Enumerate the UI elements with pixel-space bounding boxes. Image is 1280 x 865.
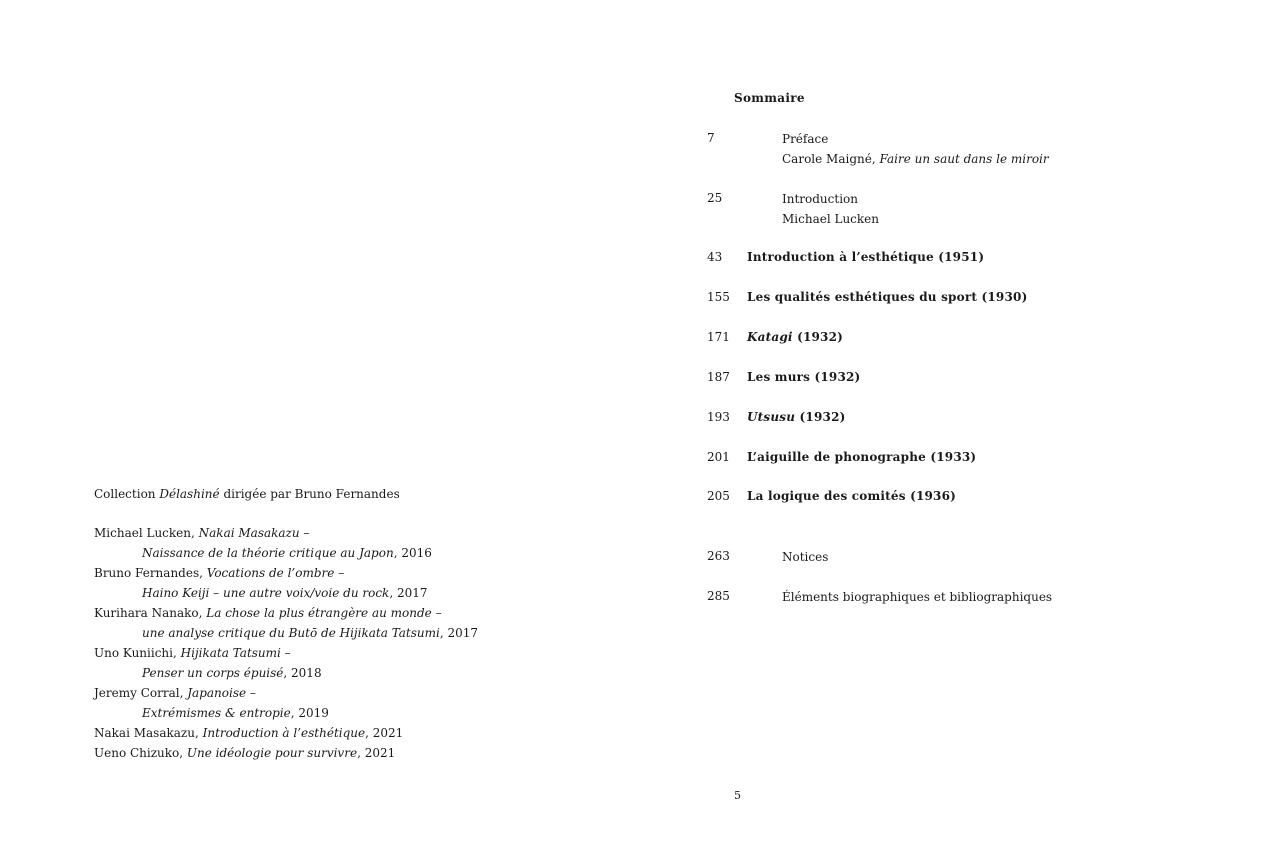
book-title: Nakai Masakazu – (198, 526, 310, 540)
book-entry-1-cont (94, 545, 478, 565)
toc-page-number: 193 (707, 410, 730, 424)
book-entry-2 (94, 565, 478, 585)
book-subtitle: Naissance de la théorie critique au Japon (142, 546, 394, 560)
toc-subtitle: Faire un saut dans le miroir (879, 152, 1049, 166)
toc-page-number: 201 (707, 450, 730, 464)
book-list (94, 525, 478, 765)
book-title: Une idéologie pour survivre (186, 746, 358, 760)
toc-page-number: 155 (707, 290, 730, 304)
book-title: La chose la plus étrangère au monde – (206, 606, 442, 620)
book-year: , 2021 (365, 726, 404, 740)
book-entry-3 (94, 605, 478, 625)
right-page (640, 0, 1280, 865)
toc-page-number: 263 (707, 549, 730, 563)
toc-page-number: 43 (707, 250, 723, 264)
toc-page-number: 171 (707, 330, 730, 344)
toc-title-year: (1932) (795, 410, 846, 424)
book-year: , 2016 (393, 546, 432, 560)
toc-title: Préface (782, 132, 829, 146)
book-title: Hijikata Tatsumi – (180, 646, 291, 660)
toc-title: Les murs (1932) (747, 370, 861, 384)
book-author: Ueno Chizuko, (94, 746, 187, 760)
toc-page-number: 285 (707, 589, 730, 603)
toc-page-number: 7 (707, 131, 715, 145)
book-subtitle: Extrémismes & entropie (142, 706, 291, 720)
collection-prefix: Collection (94, 487, 160, 501)
book-title: Introduction à l’esthétique (202, 726, 366, 740)
book-author: Nakai Masakazu, (94, 726, 203, 740)
sommaire-heading: Sommaire (734, 91, 805, 105)
book-entry-3-cont (94, 625, 478, 645)
book-entry-7 (94, 745, 478, 765)
collection-suffix: dirigée par Bruno Fernandes (219, 487, 400, 501)
toc-body (782, 131, 1049, 171)
book-year: , 2021 (357, 746, 396, 760)
book-subtitle: une analyse critique du Butō de Hijikata Tatsumi (142, 626, 440, 640)
book-entry-4-cont (94, 665, 478, 685)
book-author: Bruno Fernandes, (94, 566, 207, 580)
toc-author: Michael Lucken (782, 212, 880, 226)
toc-title: Les qualités esthétiques du sport (1930) (747, 290, 1028, 304)
toc-title-year: (1932) (792, 330, 844, 344)
book-title: Japanoise – (187, 686, 256, 700)
book-entry-1 (94, 525, 478, 545)
toc-title: La logique des comités (1936) (747, 489, 957, 503)
book-entry-5 (94, 685, 478, 705)
toc-title: Éléments biographiques et bibliographiques (782, 590, 1053, 604)
toc-title (747, 410, 846, 424)
toc-author-line (782, 151, 1049, 171)
toc-title: Introduction à l’esthétique (1951) (747, 250, 985, 264)
book-year: , 2018 (283, 666, 322, 680)
book-entry-4 (94, 645, 478, 665)
book-year: , 2019 (290, 706, 329, 720)
toc-author: Carole Maigné, (782, 152, 880, 166)
toc-body (782, 191, 879, 231)
collection-heading (94, 486, 400, 502)
book-author: Jeremy Corral, (94, 686, 188, 700)
toc-body (782, 549, 828, 569)
book-year: , 2017 (439, 626, 479, 640)
toc-title: Introduction (782, 192, 858, 206)
book-entry-6 (94, 725, 478, 745)
book-author: Michael Lucken, (94, 526, 199, 540)
book-subtitle: Haino Keiji – une autre voix/voie du rock (142, 586, 390, 600)
book-subtitle: Penser un corps épuisé (142, 666, 284, 680)
book-author: Kurihara Nanako, (94, 606, 207, 620)
toc-page-number: 25 (707, 191, 723, 205)
page-folio: 5 (734, 789, 741, 802)
book-title: Vocations de l’ombre – (206, 566, 345, 580)
toc-title (747, 330, 843, 344)
toc-page-number: 205 (707, 489, 730, 503)
toc-body (782, 589, 1052, 609)
toc-title-italic: Katagi (747, 330, 793, 344)
book-entry-2-cont (94, 585, 478, 605)
book-author: Uno Kuniichi, (94, 646, 181, 660)
toc-page-number: 187 (707, 370, 730, 384)
collection-name: Délashiné (159, 487, 220, 501)
toc-title: Notices (782, 550, 829, 564)
book-entry-5-cont (94, 705, 478, 725)
toc-title-italic: Utsusu (747, 410, 796, 424)
book-year: , 2017 (389, 586, 428, 600)
toc-title: L’aiguille de phonographe (1933) (747, 450, 977, 464)
